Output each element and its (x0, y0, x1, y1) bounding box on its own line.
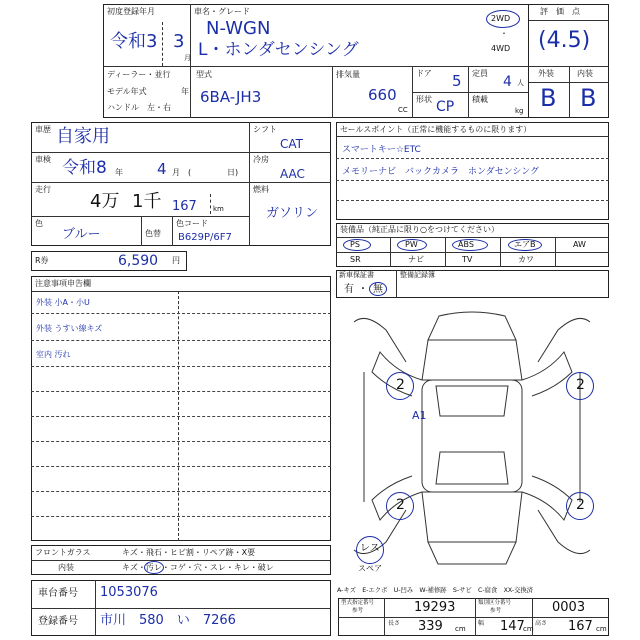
yen-unit: 円 (172, 256, 180, 265)
height-unit: cm (596, 625, 607, 633)
form-cert: 19293 (414, 600, 456, 615)
shaken-label: 車検 (35, 155, 51, 164)
color-label: 色 (35, 219, 43, 228)
width-unit: cm (523, 625, 534, 633)
km-unit: km (213, 205, 224, 213)
interior-label: 内装 (577, 69, 593, 78)
capacity-label: 定員 (472, 69, 488, 78)
chassis-label: 車台番号 (38, 588, 78, 599)
kg-unit: kg (515, 107, 524, 115)
equipment-title: 装備品（純正品に限り○をつけてください） (340, 225, 499, 234)
warranty-dot: ・ (358, 284, 368, 295)
displacement: 660 (368, 86, 397, 104)
length-unit: cm (455, 625, 466, 633)
class-label: 類別区分番号 (478, 600, 512, 606)
car-grade-label: 車名・グレード (194, 7, 250, 16)
shaken-month-unit: 月 (172, 168, 180, 177)
warranty-absent: 無 (373, 284, 383, 295)
warranty-presence: 有 (344, 284, 354, 295)
front-glass-label: フロントガラス (35, 548, 91, 557)
equip-abs: ABS (458, 240, 474, 249)
header-section (103, 4, 529, 118)
bottom-interior-label: 内装 (58, 563, 74, 572)
mileage-label: 走行 (35, 185, 51, 194)
recycle-label: R券 (35, 256, 49, 265)
shaken-era: 令和8 (62, 158, 107, 178)
width-label: 幅 (478, 620, 485, 627)
type-label: 型式 (196, 70, 212, 79)
equip-leather: カワ (518, 255, 534, 264)
exterior-label: 外装 (538, 69, 554, 78)
spare-mark: レス (360, 543, 380, 554)
cc-unit: CC (398, 106, 408, 114)
type-value: 6BA-JH3 (200, 88, 262, 106)
sales-point-line: メモリーナビ バックカメラ ホンダセンシング (342, 167, 540, 177)
ref-label-2: 参考 (490, 608, 502, 614)
equip-tv: TV (462, 255, 473, 264)
color-code: B629P/6F7 (178, 232, 232, 243)
recycle-box (31, 251, 187, 271)
model-year-label: モデル年式 (107, 87, 147, 96)
length-label: 長さ (388, 620, 401, 627)
color-code-label: 色コード (176, 219, 208, 228)
equip-airbag: エアB (514, 240, 536, 249)
year-unit: 年 (181, 87, 189, 96)
note-line: 室内 汚れ (36, 350, 71, 359)
equip-aw: AW (573, 240, 586, 249)
plate-label: 登録番号 (38, 616, 78, 627)
doors-label: ドア (416, 69, 432, 78)
first-reg-month: 3 (173, 31, 185, 52)
inspection-type: 自家用 (56, 126, 110, 147)
notes-title: 注意事項申告欄 (35, 279, 91, 288)
grade: L・ホンダセンシング (198, 40, 359, 60)
displacement-label: 排気量 (336, 70, 360, 79)
fuel-label: 燃料 (253, 185, 269, 194)
recycle-amount: 6,590 (118, 253, 159, 269)
height: 167 (568, 619, 593, 634)
color: ブルー (62, 227, 101, 242)
interior-grade: B (580, 84, 597, 112)
shape-label: 形状 (416, 95, 432, 104)
equip-sr: SR (350, 255, 361, 264)
notes-box (31, 276, 331, 541)
height-label: 高さ (535, 620, 548, 627)
warranty-label: 新車保証書 (339, 271, 374, 279)
month-unit: 月 (184, 54, 191, 62)
plate-number: 市川 580 い 7266 (100, 613, 236, 628)
chassis-number: 1053076 (100, 585, 158, 600)
first-reg-label: 初度登録年月 (107, 7, 155, 16)
drive-4wd: 4WD (491, 44, 511, 53)
dealer-label: ディーラー・並行 (107, 70, 171, 79)
inspection-type-label: 車歴 (35, 125, 51, 134)
shaken-year-unit: 年 (115, 168, 123, 177)
color-change-label: 色替 (145, 229, 161, 238)
damage-mark-rr: 2 (576, 497, 585, 513)
equip-ps: PS (350, 240, 360, 249)
doors: 5 (452, 72, 462, 90)
shape: CP (436, 99, 455, 115)
width: 147 (500, 619, 525, 634)
ac: AAC (280, 167, 305, 181)
drive-dot: ・ (500, 29, 508, 38)
drive-2wd: 2WD (491, 14, 511, 23)
note-line: 外装 うすい線キズ (36, 324, 103, 333)
sales-point-line: スマートキー☆ETC (342, 145, 421, 155)
note-line: 外装 小A・小U (36, 298, 90, 307)
sales-points-title: セールスポイント（正常に機能するものに限ります） (340, 125, 532, 134)
shaken-day-unit: 日) (227, 168, 239, 177)
car-name: N-WGN (206, 18, 271, 39)
ref-label: 参考 (352, 608, 364, 614)
damage-mark-fl: 2 (396, 377, 405, 393)
first-reg-era: 令和3 (110, 31, 158, 52)
shift-label: シフト (253, 125, 277, 134)
form-cert-label: 型式指定番号 (341, 600, 375, 606)
score: (4.5) (538, 28, 591, 53)
shift: CAT (280, 137, 303, 151)
load-label: 積載 (472, 95, 488, 104)
handle-label: ハンドル 左・右 (107, 103, 171, 112)
class-no: 0003 (552, 600, 586, 615)
fuel: ガソリン (266, 206, 319, 221)
damage-legend: A-キズ E-エクボ U-凹み W-補修跡 S-サビ C-腐食 XX-交換済 (337, 587, 534, 594)
ac-label: 冷房 (253, 155, 269, 164)
car-damage-diagram (336, 302, 609, 578)
interior-options: キズ・汚レ・コゲ・穴・スレ・キレ・破レ (122, 563, 274, 572)
mileage-man: 4万 (90, 191, 120, 212)
damage-mark-rl: 2 (396, 497, 405, 513)
shaken-month: 4 (157, 160, 167, 178)
length: 339 (418, 619, 443, 634)
mileage-sen: 1千 (132, 191, 162, 212)
spare-label: スペア (358, 564, 382, 573)
damage-mark-a1: A1 (412, 409, 427, 422)
mileage-hundreds: 167 (172, 199, 197, 214)
service-label: 整備記録簿 (400, 271, 435, 279)
persons-unit: 人 (517, 79, 524, 87)
damage-mark-fr: 2 (576, 377, 585, 393)
exterior-grade: B (540, 84, 557, 112)
capacity: 4 (503, 74, 512, 90)
shaken-day-open: ( (188, 168, 192, 177)
equip-pw: PW (405, 240, 418, 249)
equip-navi: ナビ (408, 255, 424, 264)
front-glass-options: キズ・飛石・ヒビ割・リペア跡・X要 (122, 548, 256, 557)
score-label: 評 価 点 (540, 7, 580, 16)
